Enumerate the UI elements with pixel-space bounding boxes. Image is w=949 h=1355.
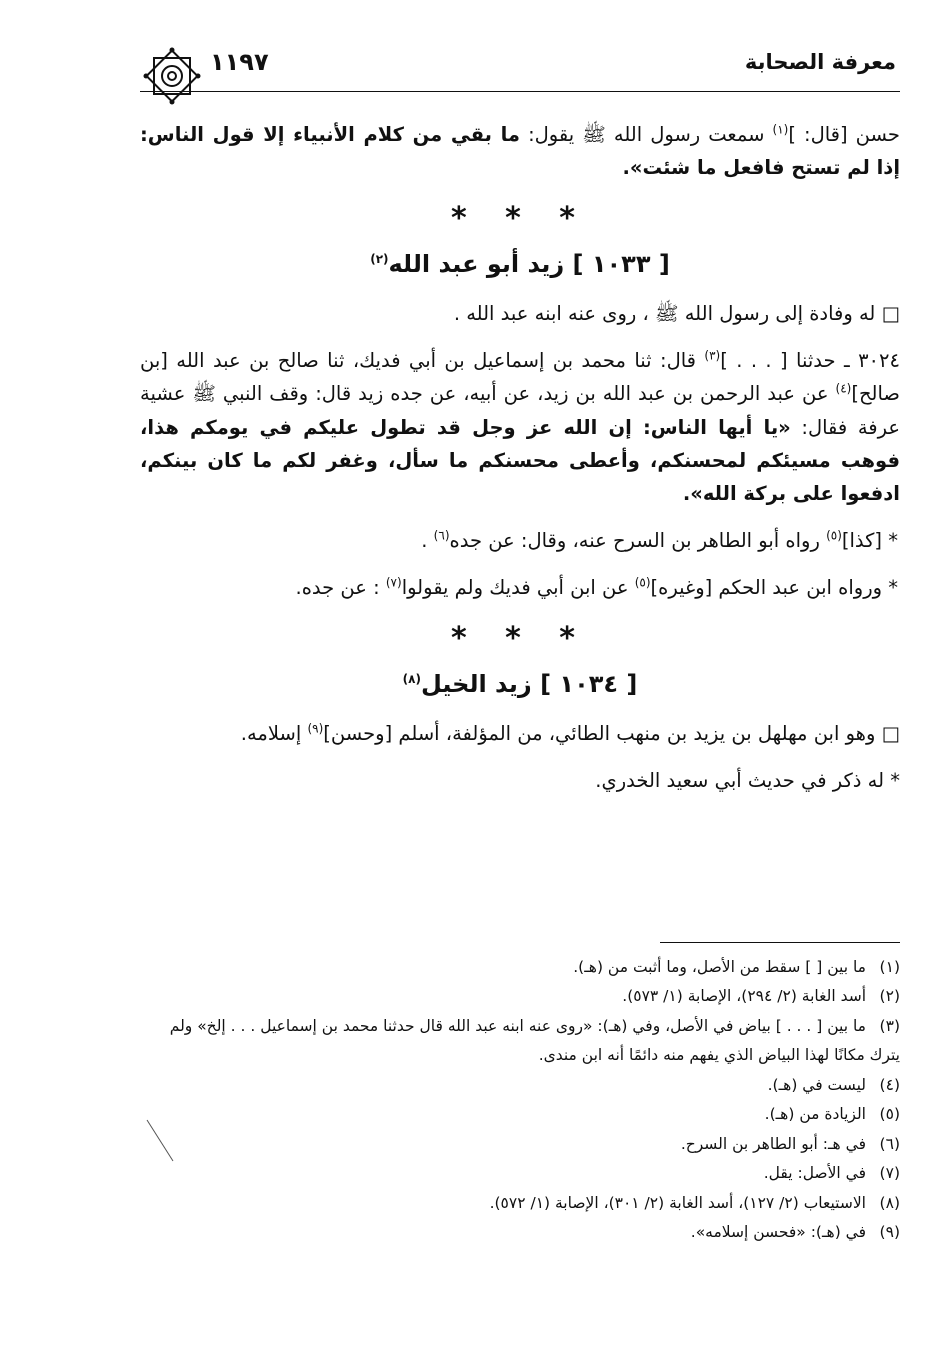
entry-title (140, 244, 900, 285)
footnote-number: (٤) (879, 1075, 900, 1094)
footnote-text: في هـ: أبو الطاهر بن السرح. (680, 1134, 866, 1153)
text: قال: ثنا محمد بن إسماعيل بن أبي فديك، ثنا صالح بن عبد الله [بن صالح] (140, 349, 900, 406)
footnote-ref: (٧) (385, 575, 402, 590)
footnote-number: (٩) (879, 1222, 900, 1241)
text: رواه أبو الطاهر بن السرح عنه، وقال: عن جده (449, 528, 827, 552)
stray-mark (145, 1118, 175, 1163)
section-separator: * * * (451, 201, 589, 237)
ornament-icon (140, 44, 204, 108)
text: □ وهو ابن مهلهل بن يزيد بن منهب الطائي، من المؤلفة، أسلم [وحسن] (323, 722, 900, 745)
footnote-ref: (٢) (370, 252, 389, 267)
footnote-ref: (٥) (826, 528, 842, 543)
footnote (140, 1071, 900, 1100)
text: : عن جده. (295, 576, 386, 600)
page-header (140, 44, 900, 94)
footnote-text: في (هـ): «فحسن إسلامه». (690, 1222, 866, 1241)
entry-title (140, 664, 900, 705)
text: حسن [قال: ] (788, 123, 900, 146)
footnote (140, 1189, 900, 1218)
footnote-text: ليست في (هـ). (767, 1075, 866, 1094)
entry-intro (140, 717, 900, 750)
footnote-number: (٣) (879, 1016, 900, 1035)
commentary-note (140, 571, 900, 604)
text: عن عبد الرحمن بن عبد الله بن زيد، عن أبيه، عن جده زيد قال: وقف النبي ﷺ عشية عرفة فقال: (140, 382, 901, 439)
running-title: معرفة الصحابة (744, 50, 896, 74)
footnote-number: (٥) (879, 1105, 900, 1124)
footnote-ref: (٤) (835, 381, 852, 396)
hadith-text: «يا أيها الناس: إن الله عز وجل قد تطول عليكم في يومكم هذا، فوهب مسيئكم لمحسنكم، وأعطى محسنكم ما سأل، وغفر لكم ما كان بينكم، ادفعوا على بركة الله». (140, 415, 900, 505)
footnote (140, 1159, 900, 1188)
footnote-number: (٨) (879, 1193, 900, 1212)
entry-intro: □ له وفادة إلى رسول الله ﷺ ، روى عنه ابنه عبد الله . (453, 302, 900, 326)
footnote (140, 982, 900, 1011)
text: إسلامه. (240, 722, 308, 745)
footnote-number: (٢) (879, 987, 900, 1006)
text: عن ابن أبي فديك ولم يقولوا (401, 576, 635, 600)
footnote-text: الاستيعاب (٢/ ١٢٧)، أسد الغابة (٢/ ٣٠١)، الإصابة (١/ ٥٧٢). (489, 1193, 866, 1212)
footnote (140, 1012, 900, 1071)
footnote-number: (٧) (879, 1164, 900, 1183)
footnote (140, 1218, 900, 1247)
footnote-text: ما بين [ ] سقط من الأصل، وما أثبت من (هـ). (573, 958, 866, 976)
paragraph-continuation (140, 118, 900, 184)
footnote-text: ما بين [ . . . ] بياض في الأصل، وفي (هـ): «روى عنه ابنه عبد الله قال حدثنا محمد بن إسماعيل . . . إلخ» ولم يترك مكانًا لهذا البياض الذي يفهم منه دائمًا أنه ابن مندى. (169, 1016, 900, 1065)
text: . (421, 528, 434, 552)
hadith-paragraph (140, 344, 900, 510)
footnote-text: في الأصل: يقل. (763, 1164, 866, 1183)
footnote-ref: (٦) (433, 528, 450, 543)
footnote (140, 953, 900, 982)
footnote-ref: (١) (772, 122, 789, 137)
footnote-number: (١) (879, 958, 900, 976)
mention-note: * له ذكر في حديث أبي سعيد الخدري. (595, 769, 900, 793)
section-separator: * * * (451, 621, 589, 657)
hadith-text: ما بقي من كلام الأنبياء إلا قول الناس: إذا لم تستح فافعل ما شئت». (140, 123, 900, 180)
footnote-rule (660, 942, 900, 943)
footnote (140, 1100, 900, 1129)
footnote-ref: (٨) (402, 672, 421, 687)
footnote-text: أسد الغابة (٢/ ٢٩٤)، الإصابة (١/ ٥٧٣). (622, 987, 866, 1006)
footnote-text: الزيادة من (هـ). (764, 1105, 866, 1124)
text: * ورواه ابن عبد الحكم [وغيره] (650, 576, 898, 600)
footnote-ref: (٥) (634, 575, 651, 590)
text: ٣٠٢٤ ـ حدثنا [ . . . ] (720, 349, 900, 373)
footnote-ref: (٩) (307, 721, 324, 736)
footnote-number: (٦) (879, 1134, 900, 1153)
footnotes (140, 953, 900, 1247)
main-text (140, 118, 900, 811)
text: * [كذا] (841, 528, 898, 552)
header-rule (140, 91, 900, 92)
footnote (140, 1130, 900, 1159)
text: سمعت رسول الله ﷺ يقول: (520, 123, 773, 146)
page-number: ١١٩٧ (210, 48, 269, 76)
footnote-ref: (٣) (704, 348, 721, 363)
commentary-note (140, 524, 900, 557)
entry-title-text: [ ١٠٣٣ ] زيد أبو عبد الله (388, 250, 670, 279)
entry-title-text: [ ١٠٣٤ ] زيد الخيل (420, 670, 638, 699)
